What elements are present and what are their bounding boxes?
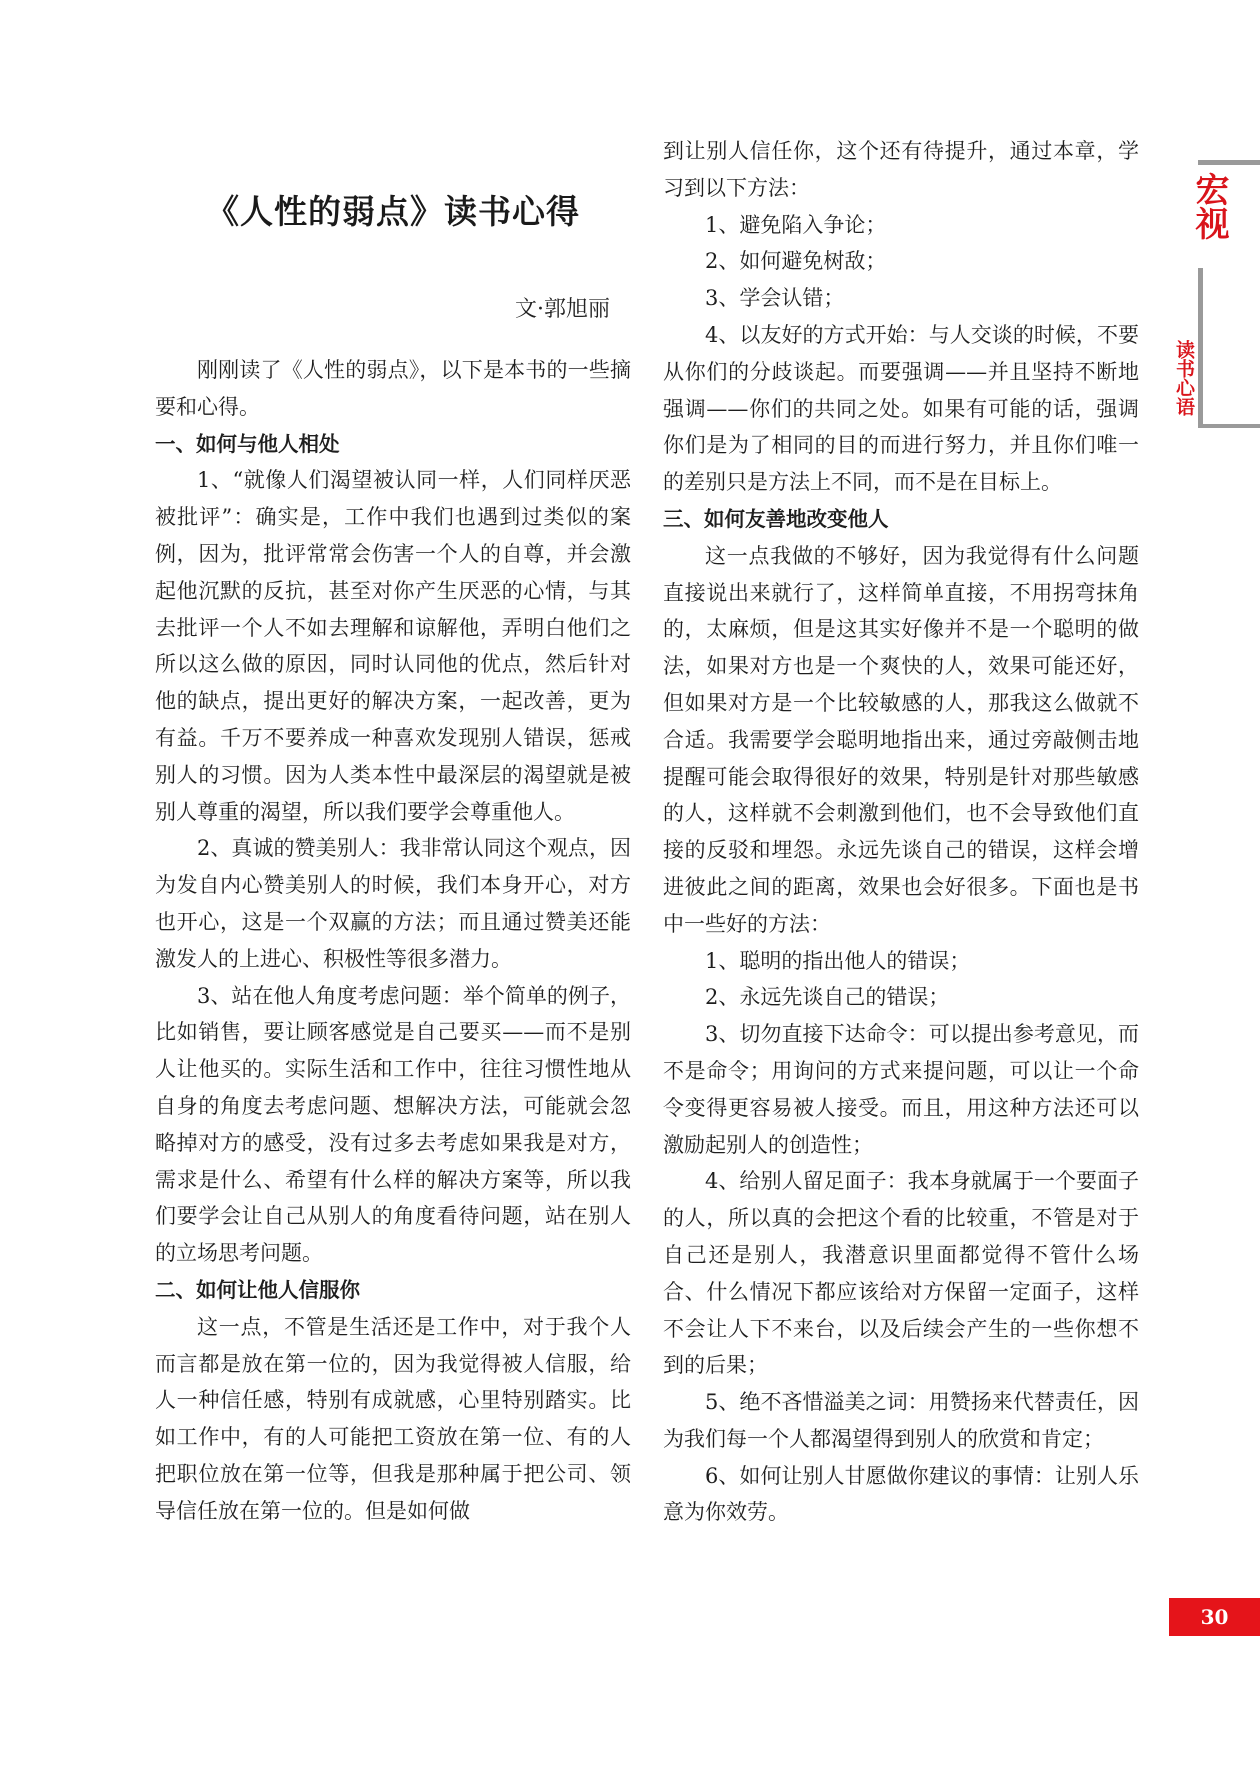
paragraph: 这一点我做的不够好，因为我觉得有什么问题直接说出来就行了，这样简单直接，不用拐弯抹角的，太麻烦，但是这其实好像并不是一个聪明的做法，如果对方也是一个爽快的人，效果可能还好，但如果对方是一个比较敏感的人，那我这么做就不合适。我需要学会聪明地指出来，通过旁敲侧击地提醒可能会取得很好的效果，特别是针对那些敏感的人，这样就不会刺激到他们，也不会导致他们直接的反驳和埋怨。永远先谈自己的错误，这样会增进彼此之间的距离，效果也会好很多。下面也是书中一些好的方法： — [663, 543, 1139, 936]
list-item: 5、绝不吝惜溢美之词：用赞扬来代替责任，因为我们每一个人都渴望得到别人的欣赏和肯定； — [663, 1390, 1139, 1451]
page-number: 30 — [1169, 1598, 1260, 1636]
paragraph: 刚刚读了《人性的弱点》，以下是本书的一些摘要和心得。 — [155, 358, 631, 419]
paragraph-continued: 到让别人信任你，这个还有待提升，通过本章，学习到以下方法： — [663, 139, 1139, 200]
list-item: 3、学会认错； — [705, 286, 845, 311]
article-title: 《人性的弱点》读书心得 — [206, 192, 580, 231]
subsection-label: 读书心语 — [1173, 340, 1195, 416]
list-item: 2、永远先谈自己的错误； — [705, 985, 950, 1010]
list-item: 1、聪明的指出他人的错误； — [705, 948, 971, 973]
paragraph: 1、“就像人们渴望被认同一样，人们同样厌恶被批评”：确实是，工作中我们也遇到过类似的案例，因为，批评常常会伤害一个人的自尊，并会激起他沉默的反抗，甚至对你产生厌恶的心情，与其去批评一个人不如去理解和谅解他，弄明白他们之所以这么做的原因，同时认同他的优点，然后针对他的缺点，提出更好的解决方案，一起改善，更为有益。千万不要养成一种喜欢发现别人错误，惩戒别人的习惯。因为人类本性中最深层的渴望就是被别人尊重的渴望，所以我们要学会尊重他人。 — [155, 468, 631, 824]
section-label: 宏视 — [1189, 172, 1229, 240]
left-column — [155, 352, 631, 1530]
list-item: 4、以友好的方式开始：与人交谈的时候，不要从你们的分歧谈起。而要强调——并且坚持不断地强调——你们的共同之处。如果有可能的话，强调你们是为了相同的目的而进行努力，并且你们唯一的差别只是方法上不同，而不是在目标上。 — [663, 322, 1139, 495]
list-item: 6、如何让别人甘愿做你建议的事情：让别人乐意为你效劳。 — [663, 1463, 1139, 1525]
list-item: 2、如何避免树敌； — [705, 249, 887, 274]
section-tab-side-rule — [1198, 268, 1203, 426]
article-byline: 文·郭旭丽 — [515, 297, 610, 322]
section-tab-top-rule — [1198, 160, 1260, 165]
right-column — [663, 133, 1139, 1531]
section-heading: 三、如何友善地改变他人 — [663, 506, 889, 531]
list-item: 1、避免陷入争论； — [705, 212, 887, 237]
section-heading: 一、如何与他人相处 — [155, 431, 340, 456]
list-item: 3、切勿直接下达命令：可以提出参考意见，而不是命令；用询问的方式来提问题，可以让一个命令变得更容易被人接受。而且，用这种方法还可以激励起别人的创造性； — [663, 1022, 1139, 1157]
paragraph: 这一点，不管是生活还是工作中，对于我个人而言都是放在第一位的，因为我觉得被人信服，给人一种信任感，特别有成就感，心里特别踏实。比如工作中，有的人可能把工资放在第一位、有的人把职位放在第一位等，但我是那种属于把公司、领导信任放在第一位的。但是如何做 — [155, 1314, 631, 1523]
list-item: 4、给别人留足面子：我本身就属于一个要面子的人，所以真的会把这个看的比较重，不管是对于自己还是别人，我潜意识里面都觉得不管什么场合、什么情况下都应该给对方保留一定面子，这样不会让人下不来台，以及后续会产生的一些你想不到的后果； — [663, 1169, 1139, 1378]
paragraph: 3、站在他人角度考虑问题：举个简单的例子，比如销售，要让顾客感觉是自己要买——而不是别人让他买的。实际生活和工作中，往往习惯性地从自身的角度去考虑问题、想解决方法，可能就会忽略掉对方的感受，没有过多去考虑如果我是对方，需求是什么、希望有什么样的解决方案等，所以我们要学会让自己从别人的角度看待问题，站在别人的立场思考问题。 — [155, 983, 631, 1266]
section-tab-bottom-rule — [1198, 424, 1260, 428]
section-heading: 二、如何让他人信服你 — [155, 1277, 360, 1302]
paragraph: 2、真诚的赞美别人：我非常认同这个观点，因为发自内心赞美别人的时候，我们本身开心，对方也开心，这是一个双赢的方法；而且通过赞美还能激发人的上进心、积极性等很多潜力。 — [155, 836, 631, 971]
